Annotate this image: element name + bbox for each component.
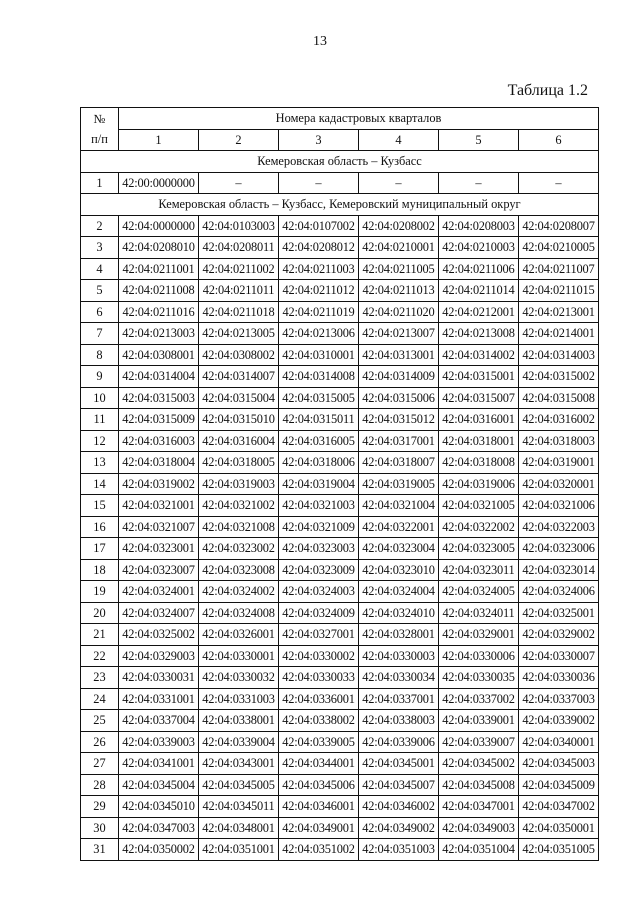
row-number: 9 [81, 366, 119, 388]
row-number: 30 [81, 817, 119, 839]
cadastral-number-cell: 42:04:0326001 [199, 624, 279, 646]
table-row [81, 688, 599, 710]
cadastral-number-cell: 42:04:0344001 [279, 753, 359, 775]
cadastral-number-cell: 42:04:0322002 [439, 516, 519, 538]
cadastral-number-cell: 42:04:0210001 [359, 237, 439, 259]
table-row [81, 839, 599, 861]
group-header: Номера кадастровых кварталов [119, 108, 599, 130]
cadastral-number-cell: 42:04:0330035 [439, 667, 519, 689]
table-row [81, 796, 599, 818]
cadastral-number-cell: 42:04:0330003 [359, 645, 439, 667]
cadastral-number-cell: 42:04:0351005 [519, 839, 599, 861]
cadastral-number-cell: 42:04:0329001 [439, 624, 519, 646]
cadastral-number-cell: 42:04:0339004 [199, 731, 279, 753]
cadastral-number-cell: 42:04:0208003 [439, 215, 519, 237]
row-number: 5 [81, 280, 119, 302]
cadastral-number-cell: 42:04:0324009 [279, 602, 359, 624]
cadastral-number-cell: 42:04:0324001 [119, 581, 199, 603]
column-header: 2 [199, 129, 279, 151]
row-number: 12 [81, 430, 119, 452]
cadastral-number-cell: 42:04:0329003 [119, 645, 199, 667]
row-number: 21 [81, 624, 119, 646]
table-row [81, 559, 599, 581]
table-row [81, 430, 599, 452]
table-row [81, 753, 599, 775]
cadastral-number-cell: 42:04:0211015 [519, 280, 599, 302]
cadastral-number-cell: 42:04:0208012 [279, 237, 359, 259]
table-row [81, 473, 599, 495]
cadastral-number-cell: 42:04:0314009 [359, 366, 439, 388]
table-row [81, 538, 599, 560]
cadastral-number-cell: 42:04:0316001 [439, 409, 519, 431]
cadastral-number-cell: 42:04:0324010 [359, 602, 439, 624]
table-row [81, 774, 599, 796]
cadastral-number-cell: 42:04:0315012 [359, 409, 439, 431]
cadastral-number-cell: 42:04:0345003 [519, 753, 599, 775]
cadastral-number-cell: 42:04:0308002 [199, 344, 279, 366]
cadastral-number-cell: 42:04:0315004 [199, 387, 279, 409]
cadastral-number-cell: 42:04:0321008 [199, 516, 279, 538]
row-number: 24 [81, 688, 119, 710]
cadastral-number-cell: 42:04:0324004 [359, 581, 439, 603]
cadastral-number-cell: 42:04:0347001 [439, 796, 519, 818]
cadastral-number-cell: 42:04:0330036 [519, 667, 599, 689]
row-number: 19 [81, 581, 119, 603]
cadastral-number-cell: 42:04:0213006 [279, 323, 359, 345]
row-number: 23 [81, 667, 119, 689]
cadastral-number-cell: 42:04:0346001 [279, 796, 359, 818]
cadastral-number-cell: 42:04:0211003 [279, 258, 359, 280]
cadastral-number-cell: 42:04:0340001 [519, 731, 599, 753]
cadastral-number-cell: 42:04:0329002 [519, 624, 599, 646]
cadastral-number-cell: 42:04:0345001 [359, 753, 439, 775]
cadastral-number-cell: 42:04:0321009 [279, 516, 359, 538]
cadastral-number-cell: 42:04:0323010 [359, 559, 439, 581]
row-number: 14 [81, 473, 119, 495]
cadastral-number-cell: 42:04:0315009 [119, 409, 199, 431]
table-row [81, 516, 599, 538]
table-caption: Таблица 1.2 [507, 82, 588, 99]
cadastral-number-cell: 42:04:0319001 [519, 452, 599, 474]
row-number: 11 [81, 409, 119, 431]
cadastral-number-cell: 42:04:0211019 [279, 301, 359, 323]
cadastral-number-cell: 42:04:0211007 [519, 258, 599, 280]
cadastral-number-cell: 42:04:0211011 [199, 280, 279, 302]
cadastral-number-cell: 42:04:0337001 [359, 688, 439, 710]
row-number: 16 [81, 516, 119, 538]
table-row [81, 602, 599, 624]
cadastral-number-cell: 42:04:0339003 [119, 731, 199, 753]
cadastral-number-cell: 42:04:0319006 [439, 473, 519, 495]
table-row [81, 258, 599, 280]
cadastral-number-cell: 42:04:0321001 [119, 495, 199, 517]
cadastral-number-cell: 42:04:0314007 [199, 366, 279, 388]
cadastral-number-cell: 42:00:0000000 [119, 172, 199, 194]
cadastral-number-cell: 42:04:0315010 [199, 409, 279, 431]
table-body [81, 151, 599, 861]
cadastral-number-cell: 42:04:0318007 [359, 452, 439, 474]
cadastral-number-cell: 42:04:0314003 [519, 344, 599, 366]
cadastral-number-cell: 42:04:0345011 [199, 796, 279, 818]
cadastral-number-cell: 42:04:0346002 [359, 796, 439, 818]
cadastral-number-cell: 42:04:0319002 [119, 473, 199, 495]
cadastral-number-cell: 42:04:0314008 [279, 366, 359, 388]
cadastral-number-cell: 42:04:0323008 [199, 559, 279, 581]
section-row [81, 194, 599, 216]
cadastral-number-cell: 42:04:0318003 [519, 430, 599, 452]
cadastral-number-cell: 42:04:0339006 [359, 731, 439, 753]
cadastral-number-cell: 42:04:0318006 [279, 452, 359, 474]
cadastral-number-cell: 42:04:0322003 [519, 516, 599, 538]
row-number-header-line2: п/п [91, 132, 108, 146]
row-number-header-line1: № [93, 112, 106, 126]
cadastral-number-cell: 42:04:0338002 [279, 710, 359, 732]
cadastral-number-cell: 42:04:0348001 [199, 817, 279, 839]
cadastral-number-cell: 42:04:0211001 [119, 258, 199, 280]
section-title: Кемеровская область – Кузбасс, Кемеровский муниципальный округ [81, 194, 599, 216]
cadastral-number-cell: 42:04:0350002 [119, 839, 199, 861]
row-number: 6 [81, 301, 119, 323]
cadastral-number-cell: 42:04:0212001 [439, 301, 519, 323]
cadastral-number-cell: 42:04:0349003 [439, 817, 519, 839]
cadastral-number-cell: 42:04:0316005 [279, 430, 359, 452]
cadastral-number-cell: 42:04:0213003 [119, 323, 199, 345]
cadastral-number-cell: 42:04:0208011 [199, 237, 279, 259]
cadastral-number-cell: 42:04:0330001 [199, 645, 279, 667]
table-row [81, 409, 599, 431]
row-number: 15 [81, 495, 119, 517]
row-number: 27 [81, 753, 119, 775]
table-row [81, 495, 599, 517]
cadastral-number-cell: 42:04:0351003 [359, 839, 439, 861]
cadastral-number-cell: 42:04:0314004 [119, 366, 199, 388]
row-number: 25 [81, 710, 119, 732]
table-row [81, 215, 599, 237]
cadastral-number-cell: 42:04:0211006 [439, 258, 519, 280]
cadastral-number-cell: 42:04:0351002 [279, 839, 359, 861]
cadastral-number-cell: 42:04:0345002 [439, 753, 519, 775]
cadastral-number-cell: 42:04:0324011 [439, 602, 519, 624]
cadastral-number-cell: 42:04:0345007 [359, 774, 439, 796]
cadastral-number-cell: 42:04:0323001 [119, 538, 199, 560]
row-number: 13 [81, 452, 119, 474]
cadastral-number-cell: 42:04:0321003 [279, 495, 359, 517]
cadastral-number-cell: 42:04:0315011 [279, 409, 359, 431]
cadastral-number-cell: 42:04:0345010 [119, 796, 199, 818]
row-number: 17 [81, 538, 119, 560]
table-row [81, 344, 599, 366]
cadastral-number-cell: 42:04:0208007 [519, 215, 599, 237]
column-header: 3 [279, 129, 359, 151]
cadastral-number-cell: 42:04:0319005 [359, 473, 439, 495]
row-number: 8 [81, 344, 119, 366]
table-row [81, 323, 599, 345]
cadastral-quarters-table [80, 107, 599, 861]
cadastral-number-cell: 42:04:0330033 [279, 667, 359, 689]
cadastral-number-cell: 42:04:0327001 [279, 624, 359, 646]
cadastral-number-cell: 42:04:0214001 [519, 323, 599, 345]
cadastral-number-cell: 42:04:0313001 [359, 344, 439, 366]
cadastral-number-cell: 42:04:0324008 [199, 602, 279, 624]
cadastral-number-cell: 42:04:0347003 [119, 817, 199, 839]
cadastral-number-cell: 42:04:0330032 [199, 667, 279, 689]
table-row [81, 280, 599, 302]
column-header: 1 [119, 129, 199, 151]
cadastral-number-cell: 42:04:0349002 [359, 817, 439, 839]
cadastral-number-cell: 42:04:0211018 [199, 301, 279, 323]
cadastral-number-cell: 42:04:0211005 [359, 258, 439, 280]
cadastral-number-cell: 42:04:0213005 [199, 323, 279, 345]
row-number: 28 [81, 774, 119, 796]
cadastral-number-cell: 42:04:0321002 [199, 495, 279, 517]
table-row [81, 172, 599, 194]
column-header: 5 [439, 129, 519, 151]
cadastral-number-cell: 42:04:0210005 [519, 237, 599, 259]
page-number: 13 [313, 34, 327, 49]
cadastral-number-cell: – [279, 172, 359, 194]
cadastral-number-cell: 42:04:0325002 [119, 624, 199, 646]
row-number: 3 [81, 237, 119, 259]
column-header: 4 [359, 129, 439, 151]
cadastral-number-cell: 42:04:0308001 [119, 344, 199, 366]
cadastral-number-cell: 42:04:0345008 [439, 774, 519, 796]
cadastral-number-cell: 42:04:0330034 [359, 667, 439, 689]
table-row [81, 387, 599, 409]
cadastral-number-cell: 42:04:0315005 [279, 387, 359, 409]
table-row [81, 237, 599, 259]
cadastral-number-cell: 42:04:0310001 [279, 344, 359, 366]
cadastral-number-cell: 42:04:0107002 [279, 215, 359, 237]
table-row [81, 581, 599, 603]
cadastral-number-cell: – [359, 172, 439, 194]
row-number: 10 [81, 387, 119, 409]
cadastral-number-cell: 42:04:0323011 [439, 559, 519, 581]
cadastral-number-cell: 42:04:0323006 [519, 538, 599, 560]
row-number: 7 [81, 323, 119, 345]
row-number-header [81, 108, 119, 151]
cadastral-number-cell: 42:04:0314002 [439, 344, 519, 366]
cadastral-number-cell: 42:04:0324006 [519, 581, 599, 603]
cadastral-number-cell: 42:04:0345006 [279, 774, 359, 796]
cadastral-number-cell: 42:04:0323007 [119, 559, 199, 581]
cadastral-number-cell: 42:04:0323003 [279, 538, 359, 560]
cadastral-number-cell: 42:04:0208010 [119, 237, 199, 259]
cadastral-number-cell: 42:04:0328001 [359, 624, 439, 646]
row-number: 29 [81, 796, 119, 818]
cadastral-number-cell: 42:04:0331003 [199, 688, 279, 710]
row-number: 2 [81, 215, 119, 237]
cadastral-number-cell: 42:04:0315002 [519, 366, 599, 388]
cadastral-number-cell: 42:04:0316003 [119, 430, 199, 452]
cadastral-number-cell: 42:04:0315003 [119, 387, 199, 409]
cadastral-number-cell: 42:04:0317001 [359, 430, 439, 452]
table-row [81, 710, 599, 732]
cadastral-number-cell: 42:04:0319003 [199, 473, 279, 495]
cadastral-number-cell: 42:04:0345004 [119, 774, 199, 796]
table-row [81, 301, 599, 323]
cadastral-number-cell: 42:04:0322001 [359, 516, 439, 538]
cadastral-number-cell: 42:04:0210003 [439, 237, 519, 259]
cadastral-number-cell: 42:04:0324003 [279, 581, 359, 603]
row-number: 4 [81, 258, 119, 280]
cadastral-number-cell: 42:04:0351001 [199, 839, 279, 861]
cadastral-number-cell: 42:04:0324002 [199, 581, 279, 603]
cadastral-number-cell: 42:04:0318001 [439, 430, 519, 452]
cadastral-number-cell: 42:04:0347002 [519, 796, 599, 818]
cadastral-number-cell: 42:04:0343001 [199, 753, 279, 775]
cadastral-number-cell: 42:04:0337002 [439, 688, 519, 710]
cadastral-number-cell: 42:04:0208002 [359, 215, 439, 237]
cadastral-number-cell: 42:04:0211016 [119, 301, 199, 323]
cadastral-number-cell: 42:04:0211014 [439, 280, 519, 302]
cadastral-number-cell: 42:04:0339005 [279, 731, 359, 753]
cadastral-number-cell: 42:04:0321007 [119, 516, 199, 538]
row-number: 31 [81, 839, 119, 861]
row-number: 20 [81, 602, 119, 624]
cadastral-number-cell: 42:04:0315008 [519, 387, 599, 409]
cadastral-number-cell: 42:04:0339002 [519, 710, 599, 732]
table-row [81, 452, 599, 474]
table-header [81, 108, 599, 151]
cadastral-number-cell: 42:04:0213001 [519, 301, 599, 323]
cadastral-number-cell: 42:04:0345009 [519, 774, 599, 796]
cadastral-number-cell: 42:04:0323014 [519, 559, 599, 581]
cadastral-number-cell: 42:04:0211012 [279, 280, 359, 302]
cadastral-number-cell: 42:04:0331001 [119, 688, 199, 710]
cadastral-number-cell: 42:04:0319004 [279, 473, 359, 495]
cadastral-number-cell: 42:04:0338001 [199, 710, 279, 732]
cadastral-number-cell: – [199, 172, 279, 194]
cadastral-number-cell: 42:04:0350001 [519, 817, 599, 839]
cadastral-number-cell: 42:04:0330002 [279, 645, 359, 667]
row-number: 22 [81, 645, 119, 667]
cadastral-number-cell: 42:04:0339001 [439, 710, 519, 732]
cadastral-number-cell: 42:04:0000000 [119, 215, 199, 237]
cadastral-number-cell: 42:04:0325001 [519, 602, 599, 624]
cadastral-number-cell: 42:04:0318008 [439, 452, 519, 474]
cadastral-number-cell: 42:04:0315006 [359, 387, 439, 409]
cadastral-number-cell: 42:04:0321005 [439, 495, 519, 517]
table-row [81, 731, 599, 753]
cadastral-number-cell: 42:04:0338003 [359, 710, 439, 732]
cadastral-number-cell: 42:04:0211008 [119, 280, 199, 302]
column-header: 6 [519, 129, 599, 151]
cadastral-number-cell: 42:04:0315001 [439, 366, 519, 388]
cadastral-number-cell: 42:04:0349001 [279, 817, 359, 839]
cadastral-number-cell: 42:04:0103003 [199, 215, 279, 237]
cadastral-number-cell: 42:04:0316002 [519, 409, 599, 431]
section-title: Кемеровская область – Кузбасс [81, 151, 599, 173]
cadastral-number-cell: 42:04:0211013 [359, 280, 439, 302]
cadastral-number-cell: 42:04:0320001 [519, 473, 599, 495]
cadastral-number-cell: 42:04:0337004 [119, 710, 199, 732]
cadastral-number-cell: 42:04:0318004 [119, 452, 199, 474]
cadastral-number-cell: – [439, 172, 519, 194]
row-number: 18 [81, 559, 119, 581]
table-row [81, 667, 599, 689]
cadastral-number-cell: 42:04:0213008 [439, 323, 519, 345]
cadastral-number-cell: 42:04:0211020 [359, 301, 439, 323]
cadastral-number-cell: 42:04:0318005 [199, 452, 279, 474]
cadastral-number-cell: 42:04:0330006 [439, 645, 519, 667]
row-number: 1 [81, 172, 119, 194]
cadastral-number-cell: 42:04:0336001 [279, 688, 359, 710]
cadastral-number-cell: 42:04:0213007 [359, 323, 439, 345]
section-row [81, 151, 599, 173]
cadastral-number-cell: 42:04:0337003 [519, 688, 599, 710]
cadastral-number-cell: 42:04:0211002 [199, 258, 279, 280]
table-row [81, 366, 599, 388]
cadastral-number-cell: 42:04:0323004 [359, 538, 439, 560]
cadastral-number-cell: 42:04:0341001 [119, 753, 199, 775]
cadastral-number-cell: 42:04:0323009 [279, 559, 359, 581]
table-row [81, 645, 599, 667]
cadastral-number-cell: 42:04:0323002 [199, 538, 279, 560]
table-row [81, 624, 599, 646]
row-number: 26 [81, 731, 119, 753]
cadastral-number-cell: 42:04:0321004 [359, 495, 439, 517]
table-row [81, 817, 599, 839]
cadastral-number-cell: – [519, 172, 599, 194]
cadastral-number-cell: 42:04:0315007 [439, 387, 519, 409]
cadastral-number-cell: 42:04:0324007 [119, 602, 199, 624]
cadastral-number-cell: 42:04:0321006 [519, 495, 599, 517]
cadastral-number-cell: 42:04:0345005 [199, 774, 279, 796]
cadastral-number-cell: 42:04:0330031 [119, 667, 199, 689]
cadastral-number-cell: 42:04:0324005 [439, 581, 519, 603]
cadastral-number-cell: 42:04:0323005 [439, 538, 519, 560]
cadastral-number-cell: 42:04:0339007 [439, 731, 519, 753]
cadastral-number-cell: 42:04:0316004 [199, 430, 279, 452]
cadastral-number-cell: 42:04:0351004 [439, 839, 519, 861]
cadastral-number-cell: 42:04:0330007 [519, 645, 599, 667]
